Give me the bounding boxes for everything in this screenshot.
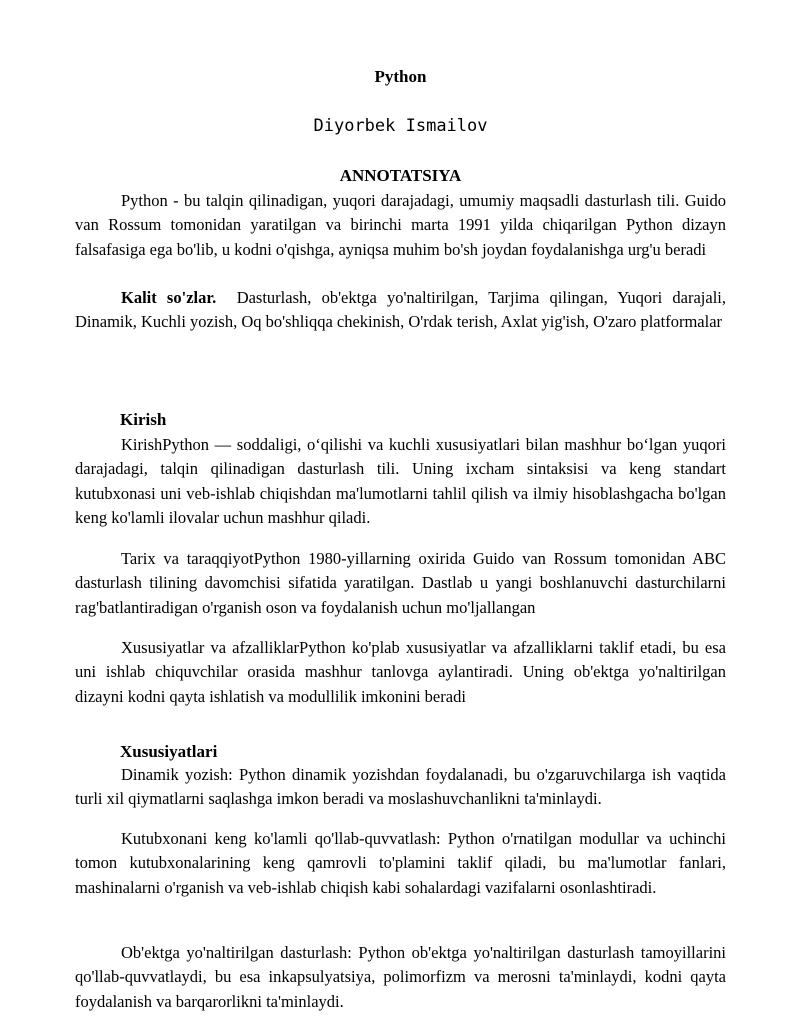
document-title: Python: [374, 67, 427, 86]
intro-paragraph-3: Xususiyatlar va afzalliklarPython ko'plab xususiyatlar va afzalliklarni taklif etadi, bu esa uni ishlab chiquvchilar orasida mashhur tanlovga aylantiradi. Uning ob'ektga yo'naltirilgan dizayni kodni qayta ishlatish va modullilik imkonini beradi: [75, 638, 726, 706]
intro-paragraph-1: KirishPython — soddaligi, o‘qilishi va kuchli xususiyatlari bilan mashhur bo‘lgan yuqori darajadagi, talqin qilinadigan dasturlash tili. Uning ixcham sintaksisi va keng standart kutubxonasi uni veb-ishlab chiqishdan ma'lumotlarni tahlil qilish va ilmiy hisoblashgacha bo'lgan keng ko'lamli ilovalar uchun mashhur qiladi.: [75, 435, 726, 527]
intro-paragraph-2: Tarix va taraqqiyotPython 1980-yillarning oxirida Guido van Rossum tomonidan ABC dasturlash tilining davomchisi sifatida yaratilgan. Dastlab u yangi boshlanuvchi dasturchilarni rag'batlantiradigan o'rganish oson va foydalanish uchun mo'ljallangan: [75, 549, 726, 617]
keywords-label: Kalit so'zlar.: [121, 288, 217, 307]
features-paragraph-2: Kutubxonani keng ko'lamli qo'llab-quvvatlash: Python o'rnatilgan modullar va uchinchi tomon kutubxonalarining keng qamrovli to'plamini taklif qiladi, bu ma'lumotlar fanlari, mashinalarni o'rganish va veb-ishlab chiqish kabi sohalardagi vazifalarni osonlashtiradi.: [75, 829, 726, 897]
annotation-heading: ANNOTATSIYA: [339, 166, 462, 185]
features-paragraph-1: Dinamik yozish: Python dinamik yozishdan foydalanadi, bu o'zgaruvchilarga ish vaqtida turli xil qiymatlarni saqlashga imkon beradi va moslashuvchanlikni ta'minlaydi.: [75, 765, 726, 809]
intro-heading: Kirish: [120, 410, 167, 429]
keywords-text: Dasturlash, ob'ektga yo'naltirilgan, Tarjima qilingan, Yuqori darajali, Dinamik, Kuchli yozish, Oq bo'shliqqa chekinish, O'rdak terish, Axlat yig'ish, O'zaro platformalar: [75, 288, 727, 332]
keywords-paragraph: [75, 286, 726, 335]
features-paragraph-3: Ob'ektga yo'naltirilgan dasturlash: Python ob'ektga yo'naltirilgan dasturlash tamoyillarini qo'llab-quvvatlaydi, bu esa inkapsulyatsiya, polimorfizm va merosni ta'minlaydi, kodni qayta foydalanish va barqarorlikni ta'minlaydi.: [75, 943, 726, 1011]
annotation-paragraph: Python - bu talqin qilinadigan, yuqori darajadagi, umumiy maqsadli dasturlash tili. Guido van Rossum tomonidan yaratilgan va birinchi marta 1991 yilda chiqarilgan Python dizayn falsafasiga ega bo'lib, u kodni o'qishga, ayniqsa muhim bo'sh joydan foydalanishga urg'u beradi: [75, 191, 726, 259]
features-heading: Xususiyatlari: [120, 742, 218, 761]
author-name: Diyorbek Ismailov: [313, 116, 488, 136]
